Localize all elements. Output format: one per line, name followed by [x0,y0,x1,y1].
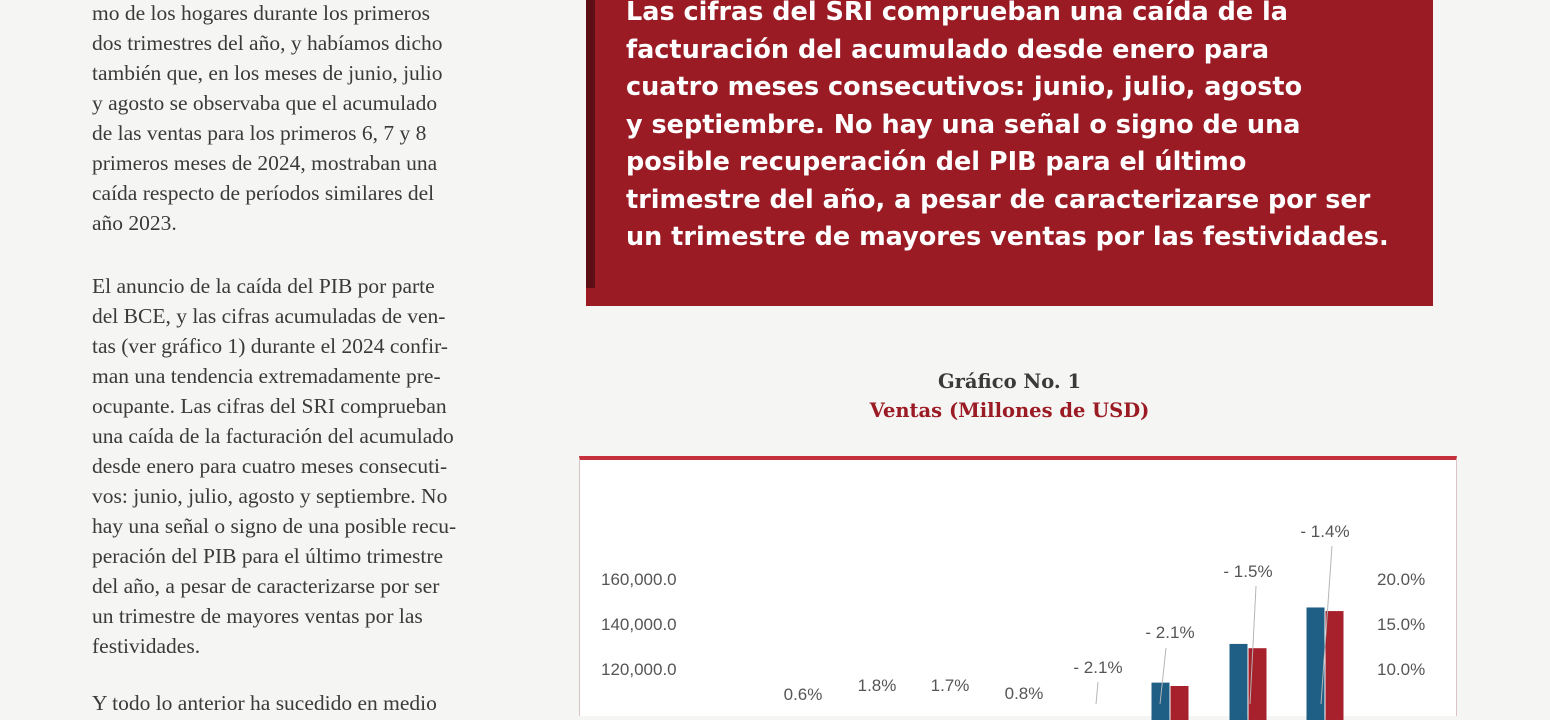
data-label: 1.8% [857,676,897,695]
paragraph-line: una caída de la facturación del acumulado [92,424,454,448]
paragraph-line: también que, en los meses de junio, julio [92,61,443,85]
pull-quote-box [586,0,1433,306]
chart-subtitle: Ventas (Millones de USD) [869,399,1150,422]
left-axis-tick-label: 120,000.0 [601,660,677,679]
pull-quote-line: trimestre del año, a pesar de caracterizarse por ser [626,184,1371,215]
pull-quote-line: y septiembre. No hay una señal o signo de una [626,109,1301,140]
paragraph-line: año 2023. [92,211,177,235]
data-label-leader-line [1096,682,1098,704]
paragraph-line: del año, a pesar de caracterizarse por ser [92,574,440,598]
pull-quote-line: Las cifras del SRI comprueban una caída de la [626,0,1288,27]
data-label: 0.8% [1004,684,1044,703]
data-label: 1.7% [930,676,970,695]
paragraph-line: caída respecto de períodos similares del [92,181,435,205]
pull-quote-line: cuatro meses consecutivos: junio, julio, agosto [626,72,1303,102]
paragraph-1 [92,0,542,238]
sales-bar [1307,607,1325,720]
sales-bar [1230,644,1248,720]
paragraph-line: ocupante. Las cifras del SRI comprueban [92,394,447,418]
pull-quote-line: posible recuperación del PIB para el último [626,147,1247,177]
paragraph-line: primeros meses de 2024, mostraban una [92,151,438,175]
paragraph-line: de las ventas para los primeros 6, 7 y 8 [92,121,427,145]
paragraph-line: festividades. [92,634,201,658]
right-axis-tick-label: 15.0% [1377,615,1426,634]
data-label: - 2.1% [1073,658,1123,677]
pull-quote-line: facturación del acumulado desde enero para [626,34,1270,65]
left-axis-tick-label: 160,000.0 [601,570,677,589]
sales-bar [1326,611,1344,720]
data-label: - 1.5% [1223,562,1273,581]
paragraph-line: y agosto se observaba que el acumulado [92,91,438,115]
data-label: - 2.1% [1145,623,1195,642]
chart-title: Gráfico No. 1 [937,370,1082,393]
paragraph-line: vos: junio, julio, agosto y septiembre. No [92,484,448,508]
pull-quote-text [626,0,1416,257]
paragraph-line: peración del PIB para el último trimestre [92,544,444,568]
data-label: 0.6% [783,685,823,704]
paragraph-line: desde enero para cuatro meses consecuti- [92,454,448,478]
pull-quote-line: un trimestre de mayores ventas por las festividades. [626,222,1389,252]
sales-chart [580,460,1458,720]
paragraph-line: El anuncio de la caída del PIB por parte [92,274,435,298]
paragraph-line: man una tendencia extremadamente pre- [92,364,441,388]
paragraph-line: hay una señal o signo de una posible recu- [92,514,457,538]
data-label: - 1.4% [1300,522,1350,541]
paragraph-line: Y todo lo anterior ha sucedido en medio [92,691,437,715]
paragraph-line: dos trimestres del año, y habíamos dicho [92,31,443,55]
paragraph-line: mo de los hogares durante los primeros [92,1,430,25]
paragraph-line: tas (ver gráfico 1) durante el 2024 confir- [92,334,448,358]
paragraph-line: un trimestre de mayores ventas por las [92,604,423,628]
left-axis-tick-label: 140,000.0 [601,615,677,634]
pull-quote-accent-bar [586,0,595,288]
paragraph-2 [92,271,542,661]
chart-frame [579,456,1457,716]
paragraph-3 [92,688,542,718]
sales-bar [1171,686,1189,720]
paragraph-line: del BCE, y las cifras acumuladas de ven- [92,304,446,328]
right-axis-tick-label: 20.0% [1377,570,1426,589]
right-axis-tick-label: 10.0% [1377,660,1426,679]
